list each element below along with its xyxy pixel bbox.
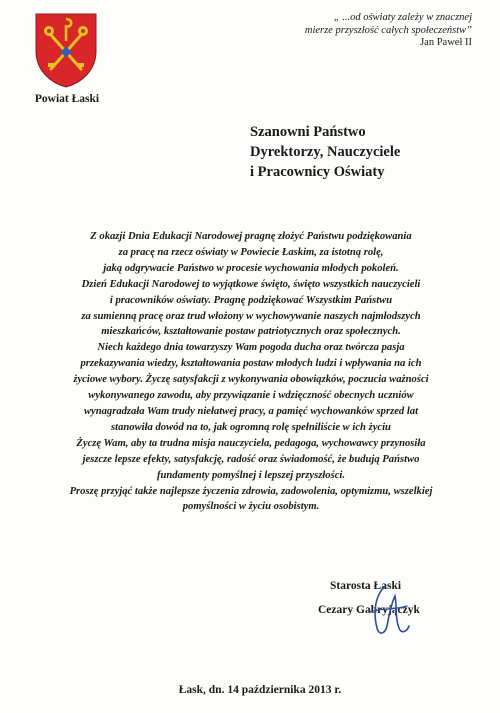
signatory-title: Starosta Łaski	[330, 580, 402, 592]
body-line: pomyślności w życiu osobistym.	[182, 501, 320, 513]
body-line: mieszkańców, kształtowanie postaw patriotycznych oraz społecznych.	[101, 326, 401, 338]
body-line: wykonywanego zawodu, aby przywiązanie i wdzięczność obecnych uczniów	[88, 390, 414, 402]
body-line: za pracę na rzecz oświaty w Powiecie Łaskim, za istotną rolę,	[118, 246, 384, 258]
body-line: stanowiła dowód na to, jak ogromną rolę spełniliście w ich życiu	[111, 421, 391, 433]
handwritten-signature-icon	[355, 582, 415, 642]
letter-body	[22, 229, 480, 515]
body-line: jaką odgrywacie Państwo w procesie wychowania młodych pokoleń.	[103, 262, 399, 274]
quote-author: Jan Paweł II	[420, 37, 472, 48]
salutation-line: Dyrektorzy, Nauczyciele	[250, 144, 401, 160]
body-line: życiowe wybory. Życzę satysfakcji z wykonywania obowiązków, poczucia ważności	[73, 374, 429, 386]
place-and-date: Łask, dn. 14 października 2013 r.	[178, 684, 342, 696]
body-line: Z okazji Dnia Edukacji Narodowej pragnę złożyć Państwu podziękowania	[90, 231, 412, 242]
county-name: Powiat Łaski	[34, 93, 100, 105]
county-coat-of-arms-icon	[33, 11, 99, 89]
body-line: wynagradzała Wam trudy niełatwej pracy, a pamięć wychowanków sprzed lat	[83, 405, 419, 417]
body-line: jeszcze lepsze efekty, satysfakcję, radość oraz świadomość, że budują Państwo	[82, 453, 420, 465]
body-line: fundamenty pomyślnej i lepszej przyszłości.	[156, 469, 346, 481]
salutation-line: Szanowni Państwo	[250, 124, 366, 140]
body-line: Dzień Edukacji Narodowej to wyjątkowe święto, święto wszystkich nauczycieli	[81, 278, 421, 290]
quote-line: mierze przyszłość całych społeczeństw”	[304, 24, 472, 36]
body-line: Niech każdego dnia towarzyszy Wam pogoda ducha oraz twórcza pasja	[97, 342, 405, 354]
body-line: przekazywania wiedzy, kształtowania postaw młodych ludzi i wpływania na ich	[80, 358, 422, 370]
body-line: Proszę przyjąć także najlepsze życzenia zdrowia, zadowolenia, optymizmu, wszelkiej	[69, 485, 433, 497]
salutation	[250, 122, 480, 182]
signatory-name: Cezary Gabryjączyk	[318, 604, 420, 616]
body-line: i pracowników oświaty. Pragnę podziękować Wszystkim Państwu	[109, 294, 393, 306]
epigraph-quote	[212, 12, 472, 50]
quote-line: „ ...od oświaty zależy w znacznej	[333, 12, 472, 23]
salutation-line: i Pracownicy Oświaty	[250, 164, 385, 180]
body-line: Życzę Wam, aby ta trudna misja nauczyciela, pedagoga, wychowawcy przynosiła	[76, 437, 426, 449]
body-line: za sumienną pracę oraz trud włożony w wychowywanie naszych najmłodszych	[81, 310, 421, 322]
